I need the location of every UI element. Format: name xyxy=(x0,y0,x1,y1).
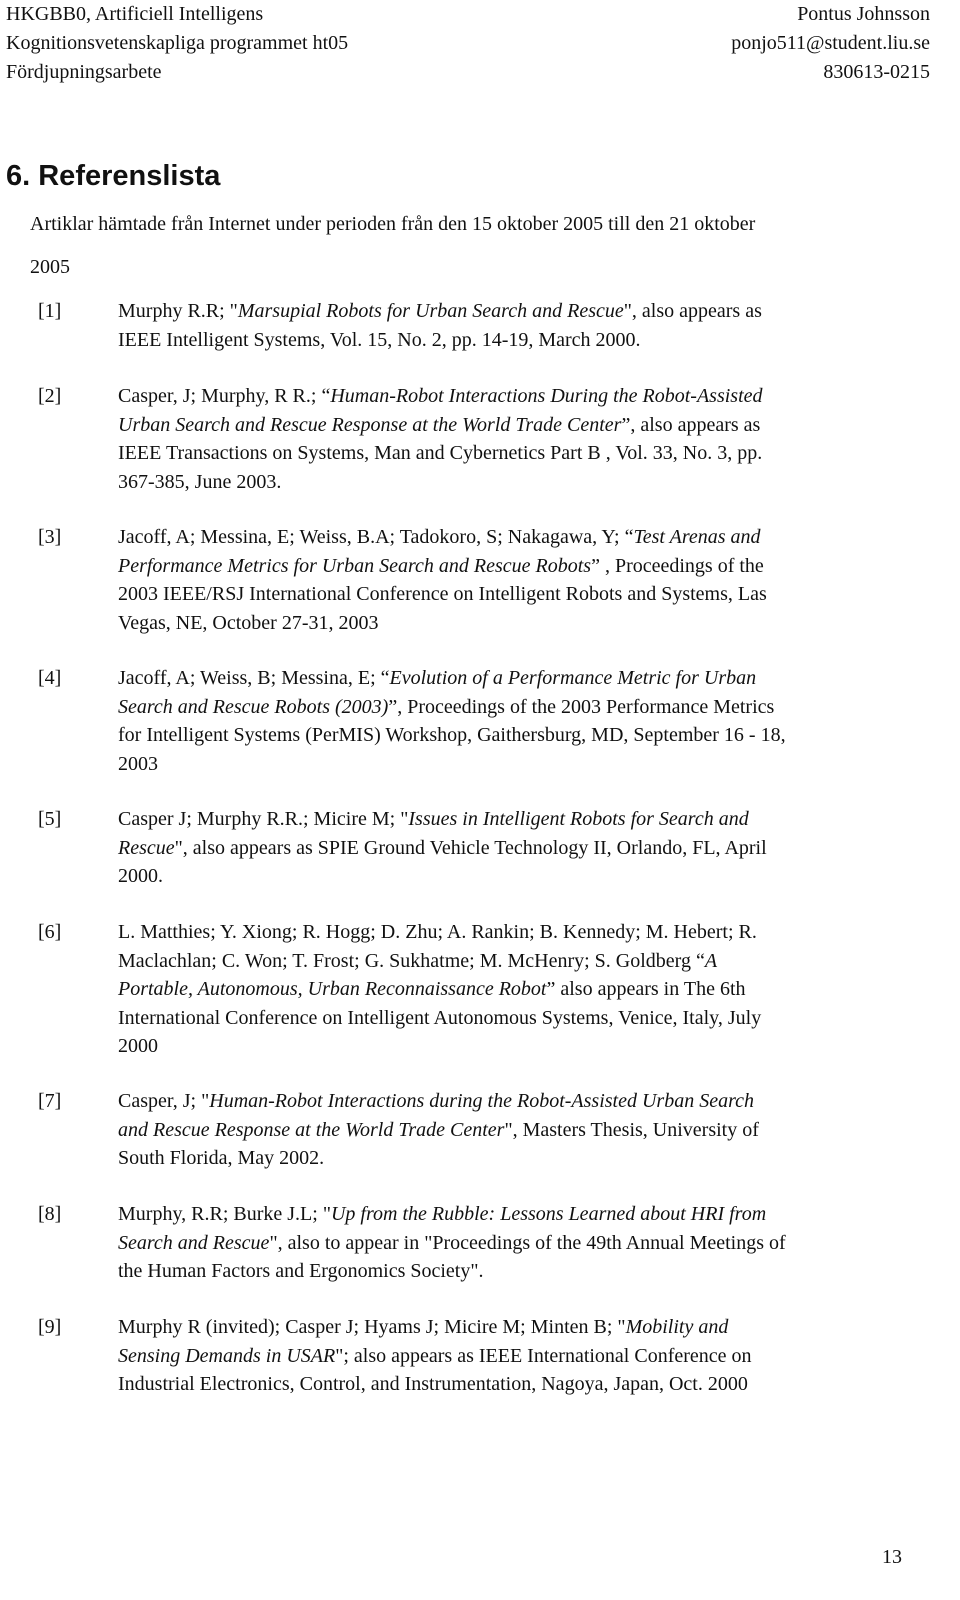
reference-title-segment: Human-Robot Interactions During the Robot-Assisted xyxy=(330,385,763,407)
reference-text-segment: for Intelligent Systems (PerMIS) Workshop, Gaithersburg, MD, September 16 - 18, xyxy=(118,724,786,747)
reference-title-segment: Human-Robot Interactions during the Robot-Assisted Urban Search xyxy=(209,1090,755,1112)
reference-line xyxy=(118,1257,950,1286)
reference-line xyxy=(118,468,950,497)
reference-text-segment: South Florida, May 2002. xyxy=(118,1147,325,1170)
reference-title-segment: A xyxy=(704,949,718,972)
reference-text-segment: the Human Factors and Ergonomics Society". xyxy=(118,1260,484,1283)
reference-text-segment: ", also appears as SPIE Ground Vehicle Technology II, Orlando, FL, April xyxy=(174,836,767,859)
reference-text-segment: Casper, J; Murphy, R R.; “ xyxy=(118,385,331,407)
intro-paragraph xyxy=(30,203,940,289)
reference-text-segment: ", also to appear in "Proceedings of the 49th Annual Meetings of xyxy=(269,1231,786,1254)
reference-line xyxy=(118,834,950,863)
reference-line xyxy=(118,805,950,834)
intro-line-2: 2005 xyxy=(30,256,70,278)
reference-title-segment: Issues in Intelligent Robots for Search and xyxy=(408,808,749,830)
reference-title-segment: Mobility and xyxy=(625,1316,729,1338)
reference-line xyxy=(118,721,950,750)
reference-title-segment: Evolution of a Performance Metric for Urban xyxy=(389,667,757,689)
reference-text xyxy=(118,1087,950,1173)
reference-text xyxy=(118,1313,950,1399)
reference-line xyxy=(118,918,950,947)
reference-text-segment: 2000 xyxy=(118,1035,158,1058)
reference-number: [1] xyxy=(38,300,62,322)
header-left-block xyxy=(6,0,348,87)
reference-title-segment: Search and Rescue xyxy=(118,1231,270,1254)
intro-line-1: Artiklar hämtade från Internet under perioden från den 15 oktober 2005 till den 21 oktober xyxy=(30,213,756,235)
reference-text-segment: IEEE Intelligent Systems, Vol. 15, No. 2, pp. 14-19, March 2000. xyxy=(118,328,641,351)
reference-line xyxy=(118,1342,950,1371)
reference-line xyxy=(118,326,950,355)
reference-text-segment: "; also appears as IEEE International Conference on xyxy=(335,1344,752,1367)
reference-number: [5] xyxy=(38,808,62,830)
reference-number: [2] xyxy=(38,385,62,407)
reference-line xyxy=(118,750,950,779)
reference-line xyxy=(118,1313,950,1342)
reference-number: [3] xyxy=(38,526,62,548)
reference-title-segment: Rescue xyxy=(118,836,175,859)
reference-text xyxy=(118,805,950,891)
reference-title-segment: Portable, Autonomous, Urban Reconnaissance Robot xyxy=(118,978,547,1001)
reference-text-segment: ", also appears as xyxy=(623,300,762,322)
reference-text-segment: Vegas, NE, October 27-31, 2003 xyxy=(118,611,379,634)
reference-title-segment: Urban Search and Rescue Response at the World Trade Center xyxy=(118,413,622,436)
reference-text-segment: Murphy, R.R; Burke J.L; " xyxy=(118,1203,331,1225)
reference-text-segment: Murphy R (invited); Casper J; Hyams J; Micire M; Minten B; " xyxy=(118,1316,626,1338)
reference-text xyxy=(118,1200,950,1286)
reference-number: [9] xyxy=(38,1316,62,1338)
reference-line xyxy=(118,552,950,581)
reference-text-segment: ", Masters Thesis, University of xyxy=(504,1118,759,1141)
reference-text-segment: Jacoff, A; Messina, E; Weiss, B.A; Tadokoro, S; Nakagawa, Y; “ xyxy=(118,526,634,548)
reference-line xyxy=(118,297,950,326)
reference-line xyxy=(118,1229,950,1258)
reference-text xyxy=(118,297,950,354)
reference-number: [4] xyxy=(38,667,62,689)
reference-text xyxy=(118,664,950,778)
page-number: 13 xyxy=(882,1546,902,1568)
reference-line xyxy=(118,1144,950,1173)
program-name: Kognitionsvetenskapliga programmet ht05 xyxy=(6,32,349,54)
reference-line xyxy=(118,1370,950,1399)
reference-text xyxy=(118,918,950,1061)
reference-line xyxy=(118,411,950,440)
reference-text-segment: ”, also appears as xyxy=(621,413,761,436)
author-email: ponjo511@student.liu.se xyxy=(731,32,930,54)
reference-text-segment: ”, Proceedings of the 2003 Performance Metrics xyxy=(388,695,775,718)
reference-number: [8] xyxy=(38,1203,62,1225)
header-right-block xyxy=(731,0,930,87)
reference-text-segment: Casper J; Murphy R.R.; Micire M; " xyxy=(118,808,409,830)
document-type: Fördjupningsarbete xyxy=(6,61,162,83)
reference-text-segment: Jacoff, A; Weiss, B; Messina, E; “ xyxy=(118,667,390,689)
author-id: 830613-0215 xyxy=(823,61,930,83)
reference-title-segment: Marsupial Robots for Urban Search and Rescue xyxy=(237,300,624,322)
reference-line xyxy=(118,1004,950,1033)
reference-line xyxy=(118,439,950,468)
reference-text-segment: 2003 IEEE/RSJ International Conference on Intelligent Robots and Systems, Las xyxy=(118,583,767,606)
reference-line xyxy=(118,975,950,1004)
reference-text-segment: Maclachlan; C. Won; T. Frost; G. Sukhatme; M. McHenry; S. Goldberg “ xyxy=(118,949,705,972)
reference-text-segment: 2000. xyxy=(118,865,163,888)
reference-line xyxy=(118,523,950,552)
course-title: HKGBB0, Artificiell Intelligens xyxy=(6,3,264,25)
reference-title-segment: Test Arenas and xyxy=(633,526,761,548)
reference-title-segment: Up from the Rubble: Lessons Learned about HRI from xyxy=(330,1203,767,1225)
reference-line xyxy=(118,693,950,722)
reference-text-segment: ” also appears in The 6th xyxy=(546,978,746,1001)
reference-text-segment: 367-385, June 2003. xyxy=(118,470,282,493)
reference-line xyxy=(118,382,950,411)
reference-line xyxy=(118,580,950,609)
reference-line xyxy=(118,862,950,891)
section-title: 6. Referenslista xyxy=(6,160,221,192)
author-name: Pontus Johnsson xyxy=(797,3,930,25)
reference-title-segment: Sensing Demands in USAR xyxy=(118,1344,336,1367)
reference-text xyxy=(118,382,950,496)
reference-text-segment: L. Matthies; Y. Xiong; R. Hogg; D. Zhu; A. Rankin; B. Kennedy; M. Hebert; R. xyxy=(118,921,757,943)
reference-text-segment: International Conference on Intelligent Autonomous Systems, Venice, Italy, July xyxy=(118,1006,762,1029)
reference-text-segment: 2003 xyxy=(118,752,158,775)
reference-line xyxy=(118,1032,950,1061)
reference-line xyxy=(118,664,950,693)
reference-title-segment: and Rescue Response at the World Trade Center xyxy=(118,1118,505,1141)
reference-line xyxy=(118,609,950,638)
reference-line xyxy=(118,947,950,976)
reference-text-segment: IEEE Transactions on Systems, Man and Cybernetics Part B , Vol. 33, No. 3, pp. xyxy=(118,442,763,465)
reference-text-segment: ” , Proceedings of the xyxy=(591,554,764,577)
reference-text xyxy=(118,523,950,637)
reference-number: [7] xyxy=(38,1090,62,1112)
reference-line xyxy=(118,1087,950,1116)
reference-text-segment: Murphy R.R; " xyxy=(118,300,238,322)
reference-text-segment: Industrial Electronics, Control, and Instrumentation, Nagoya, Japan, Oct. 2000 xyxy=(118,1373,748,1396)
reference-text-segment: Casper, J; " xyxy=(118,1090,210,1112)
reference-title-segment: Search and Rescue Robots (2003) xyxy=(118,695,389,718)
reference-number: [6] xyxy=(38,921,62,943)
reference-title-segment: Performance Metrics for Urban Search and Rescue Robots xyxy=(118,554,592,577)
reference-line xyxy=(118,1200,950,1229)
reference-line xyxy=(118,1116,950,1145)
